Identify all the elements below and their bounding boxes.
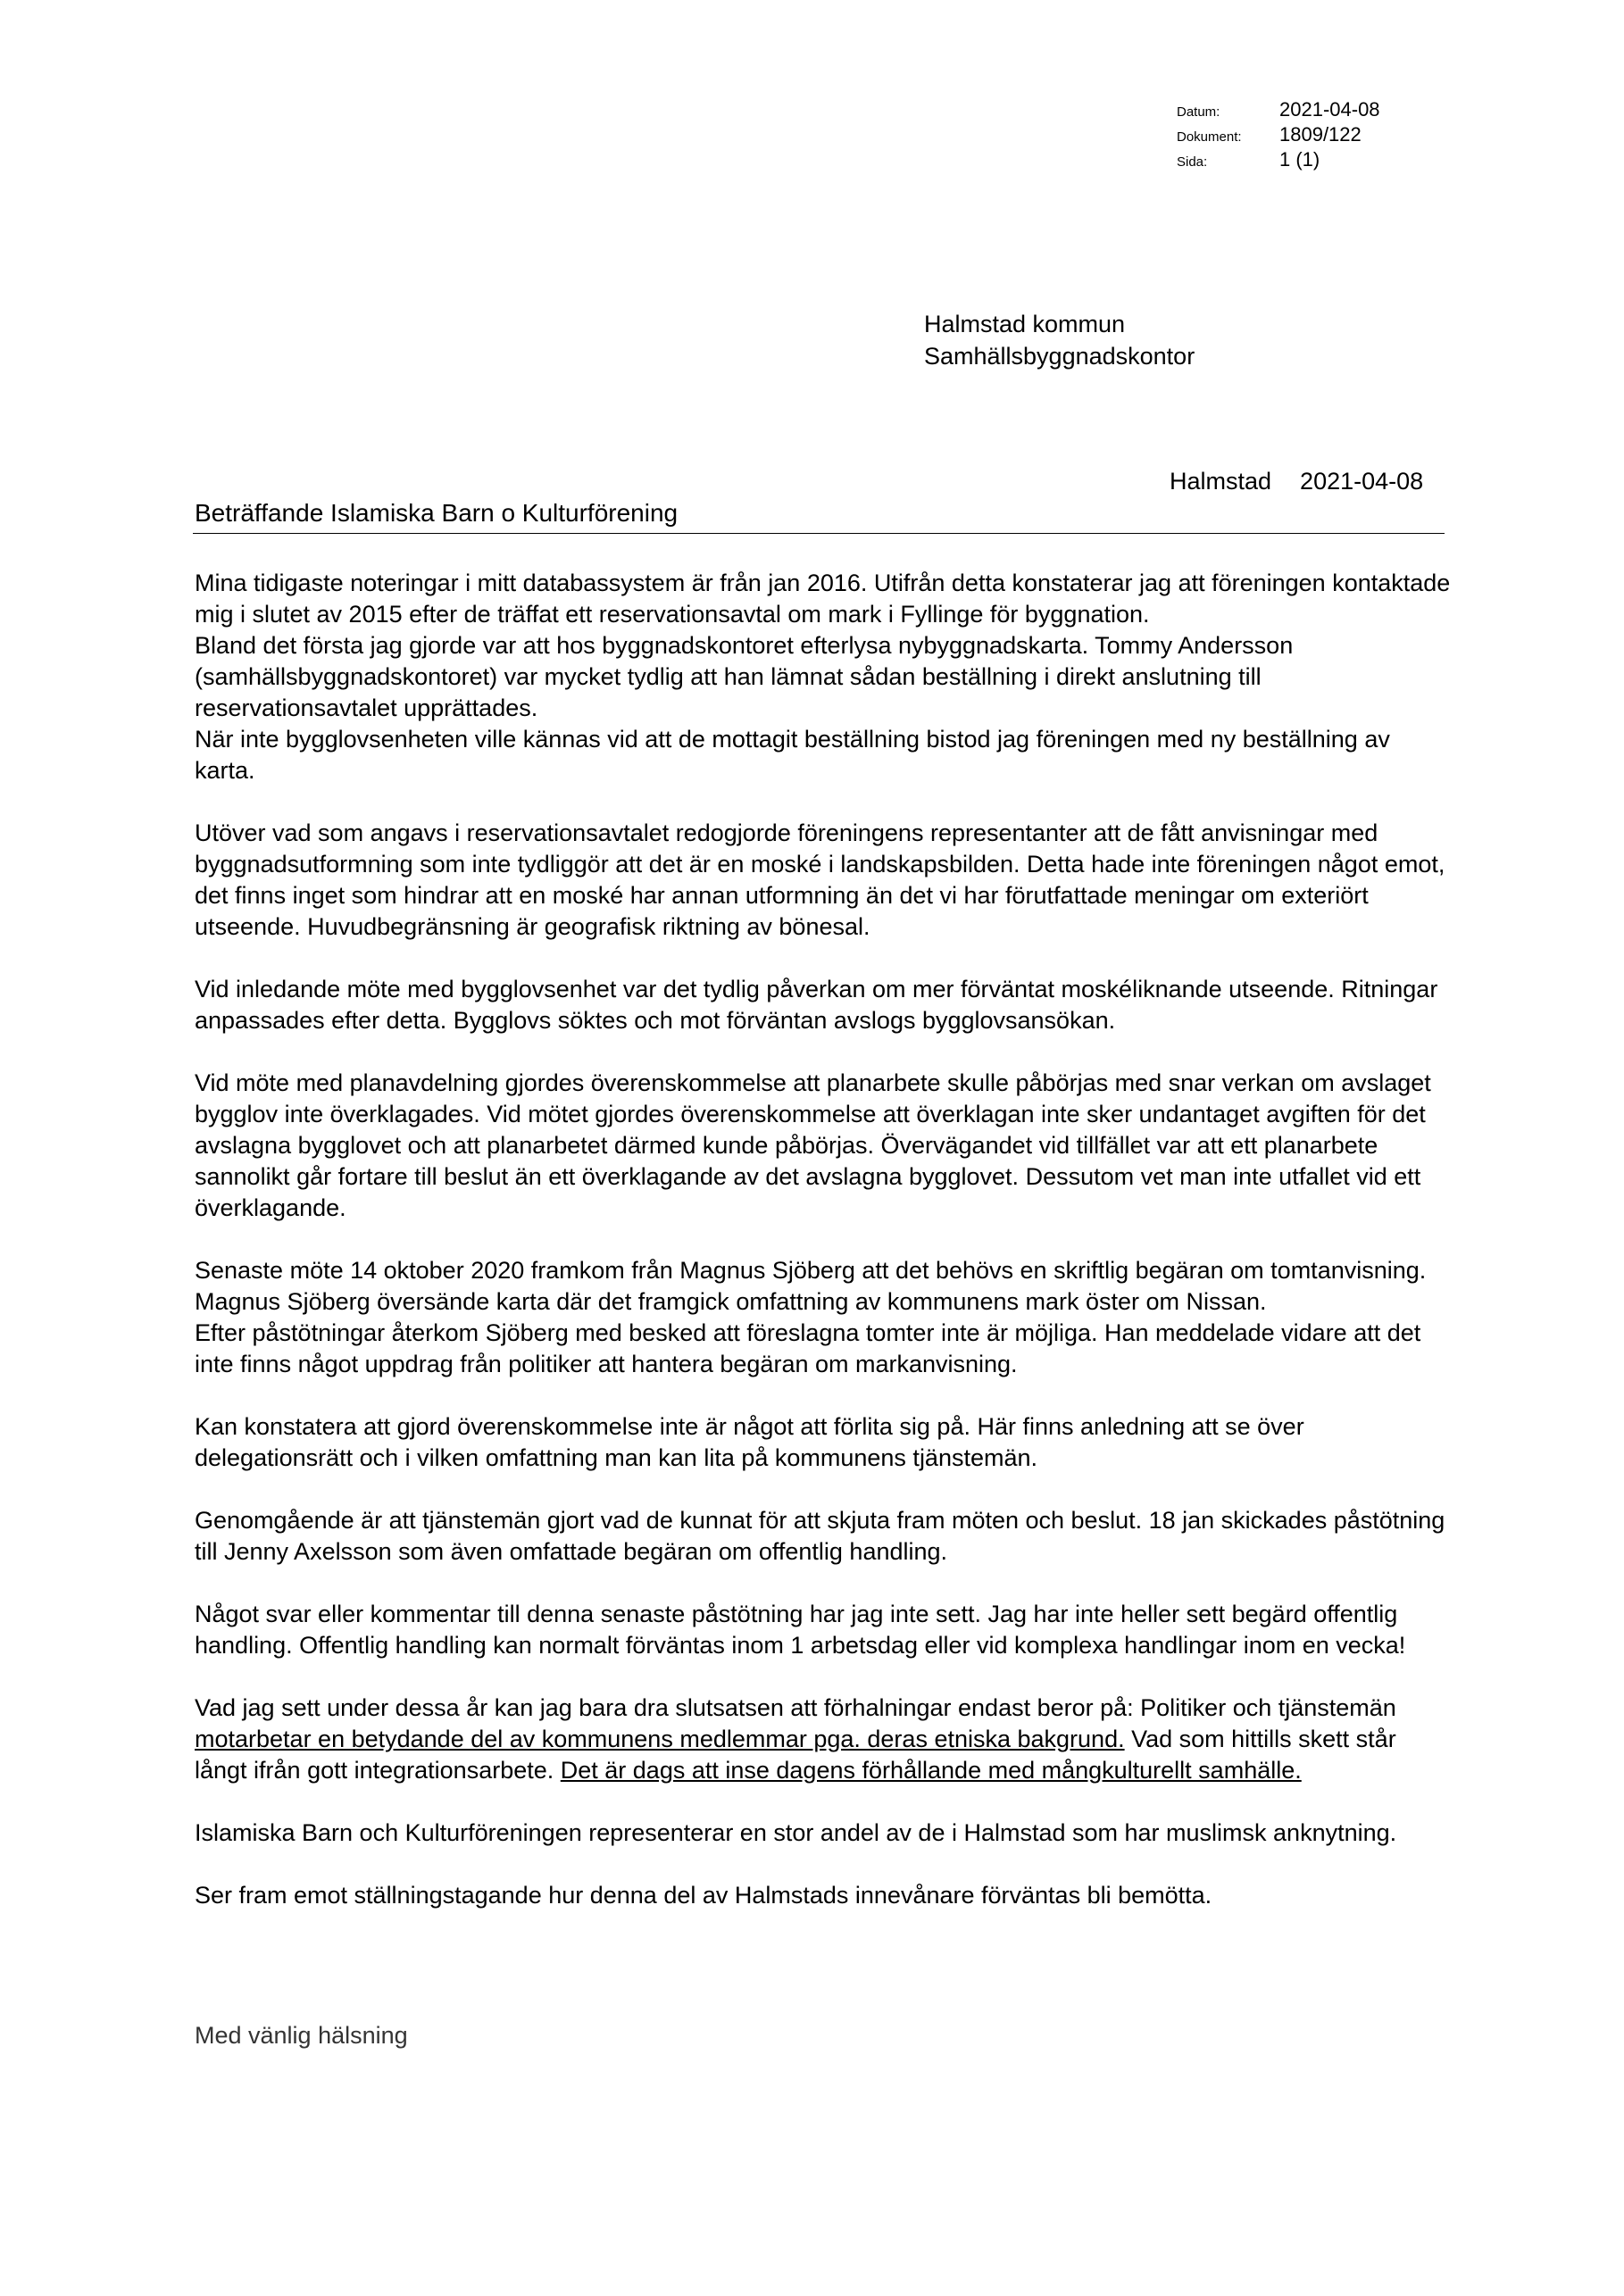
recipient-line-2: Samhällsbyggnadskontor	[924, 343, 1195, 370]
paragraph: Vid möte med planavdelning gjordes överenskommelse att planarbete skulle påbörjas med snar verkan om avslaget bygglov inte överklagades. Vid mötet gjordes överenskommelse att överklagan inte sker undantaget avgiften för det avslagna bygglovet och att planarbetet därmed kunde påbörjas. Övervägandet vid tillfället var att ett planarbete sannolikt går fortare till beslut än ett överklagande av det avslagna bygglovet. Dessutom vet man inte utfallet vid ett överklagande.	[195, 1069, 1431, 1221]
paragraph: Ser fram emot ställningstagande hur denna del av Halmstads innevånare förväntas bli bemötta.	[195, 1882, 1212, 1909]
signature-line-cut: Med vänlig hälsning	[195, 2022, 408, 2049]
paragraph-conclusion	[195, 1693, 1453, 1786]
paragraph: Utöver vad som angavs i reservationsavtalet redogjorde föreningens representanter att de fått anvisningar med byggnadsutformning som inte tydliggör att det är en moské i landskapsbilden. Detta hade inte föreningen något emot, det finns inget som hindrar att en moské har annan utformning än det vi har förutfattade meningar om exteriört utseende. Huvudbegränsning är geografisk riktning av bönesal.	[195, 819, 1445, 940]
meta-document-value: 1809/122	[1279, 123, 1362, 146]
recipient-line-1: Halmstad kommun	[924, 311, 1126, 337]
place: Halmstad	[1170, 468, 1272, 495]
paragraph: Kan konstatera att gjord överenskommelse inte är något att förlita sig på. Här finns anledning att se över delegationsrätt och i vilken omfattning man kan lita på kommunens tjänstemän.	[195, 1413, 1304, 1471]
subject-divider	[193, 533, 1445, 534]
letter-date: 2021-04-08	[1300, 468, 1424, 495]
text-run: Vad som hittills skett står långt ifrån gott integrationsarbete.	[195, 1726, 1396, 1784]
paragraph: När inte bygglovsenheten ville kännas vid att de mottagit beställning bistod jag föreningen med ny beställning av karta.	[195, 726, 1390, 784]
text-run: Vad jag sett under dessa år kan jag bara dra slutsatsen att förhalningar endast beror på: Politiker och tjänstemän	[195, 1694, 1396, 1721]
meta-date-label: Datum:	[1177, 104, 1220, 120]
paragraph: Något svar eller kommentar till denna senaste påstötning har jag inte sett. Jag har inte heller sett begärd offentlig handling. Offentlig handling kan normalt förväntas inom 1 arbetsdag eller vid komplexa handlingar inom en vecka!	[195, 1601, 1406, 1659]
meta-document-row	[1177, 123, 1380, 148]
meta-date-row	[1177, 98, 1380, 123]
paragraph: Vid inledande möte med bygglovsenhet var det tydlig påverkan om mer förväntat moskéliknande utseende. Ritningar anpassades efter detta. Bygglovs söktes och mot förväntan avslogs bygglovsansökan.	[195, 976, 1438, 1034]
paragraph: Senaste möte 14 oktober 2020 framkom från Magnus Sjöberg att det behövs en skriftlig begäran om tomtanvisning. Magnus Sjöberg översände karta där det framgick omfattning av kommunens mark öster om Nissan.	[195, 1257, 1427, 1315]
document-meta	[1177, 98, 1380, 173]
recipient-address	[924, 308, 1195, 372]
paragraph-group-1	[195, 568, 1453, 786]
paragraph: Efter påstötningar återkom Sjöberg med besked att föreslagna tomter inte är möjliga. Han meddelade vidare att det inte finns något uppdrag från politiker att hantera begäran om markanvisning.	[195, 1319, 1421, 1377]
underlined-text: motarbetar en betydande del av kommunens medlemmar pga. deras etniska bakgrund.	[195, 1726, 1125, 1752]
meta-page-row	[1177, 148, 1380, 173]
meta-page-label: Sida:	[1177, 154, 1208, 170]
meta-date-value: 2021-04-08	[1279, 98, 1380, 121]
letter-body	[195, 568, 1453, 1942]
place-date	[1170, 468, 1423, 495]
paragraph: Bland det första jag gjorde var att hos byggnadskontoret efterlysa nybyggnadskarta. Tommy Andersson (samhällsbyggnadskontoret) var mycket tydlig att han lämnat sådan beställning i direkt anslutning till reservationsavtalet upprättades.	[195, 632, 1294, 721]
paragraph-group-2	[195, 1255, 1453, 1380]
meta-page-value: 1 (1)	[1279, 148, 1320, 171]
subject-line: Beträffande Islamiska Barn o Kulturförening	[195, 499, 679, 527]
underlined-text: Det är dags att inse dagens förhållande med mångkulturellt samhälle.	[560, 1757, 1302, 1784]
paragraph: Mina tidigaste noteringar i mitt databassystem är från jan 2016. Utifrån detta konstaterar jag att föreningen kontaktade mig i slutet av 2015 efter de träffat ett reservationsavtal om mark i Fyllinge för byggnation.	[195, 570, 1451, 628]
paragraph: Genomgående är att tjänstemän gjort vad de kunnat för att skjuta fram möten och beslut. 18 jan skickades påstötning till Jenny Axelsson som även omfattade begäran om offentlig handling.	[195, 1507, 1445, 1565]
meta-document-label: Dokument:	[1177, 129, 1242, 145]
paragraph: Islamiska Barn och Kulturföreningen representerar en stor andel av de i Halmstad som har muslimsk anknytning.	[195, 1819, 1397, 1846]
